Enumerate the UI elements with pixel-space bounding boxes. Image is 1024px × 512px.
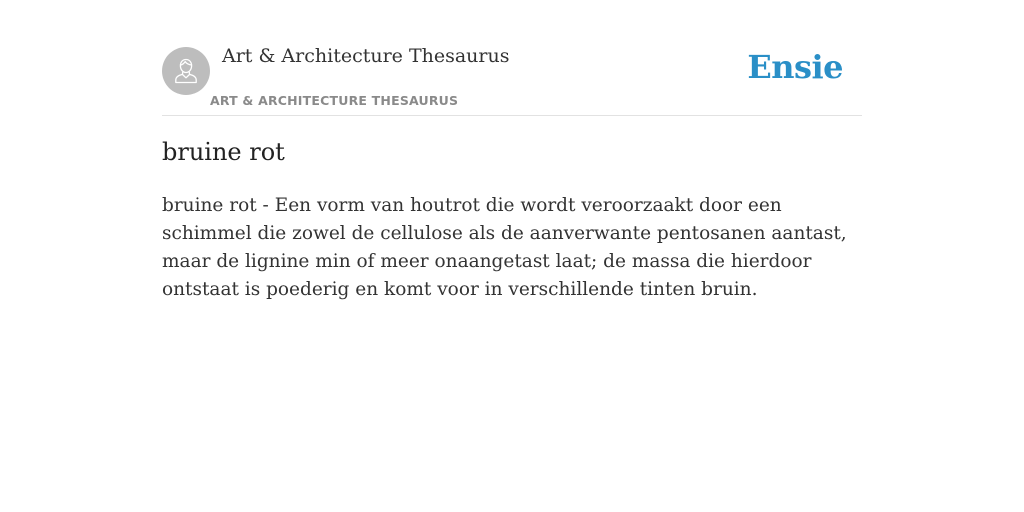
content-container [162, 0, 862, 300]
term-title: bruine rot [162, 138, 285, 166]
term-definition: bruine rot - Een vorm van houtrot die wordt veroorzaakt door een schimmel die zowel de cellulose als de aanverwante pentosanen aantast, maar de lignine min of meer onaangetast laat; de massa die hierdoor ontstaat is poederig en komt voor in verschillende tinten bruin. [162, 195, 847, 300]
avatar[interactable] [162, 47, 210, 95]
author-source-link[interactable]: ART & ARCHITECTURE THESAURUS [210, 93, 459, 108]
author-name-link[interactable]: Art & Architecture Thesaurus [222, 45, 510, 67]
header [162, 0, 862, 116]
ensie-logo[interactable]: Ensie [747, 48, 843, 86]
user-icon [171, 56, 201, 86]
